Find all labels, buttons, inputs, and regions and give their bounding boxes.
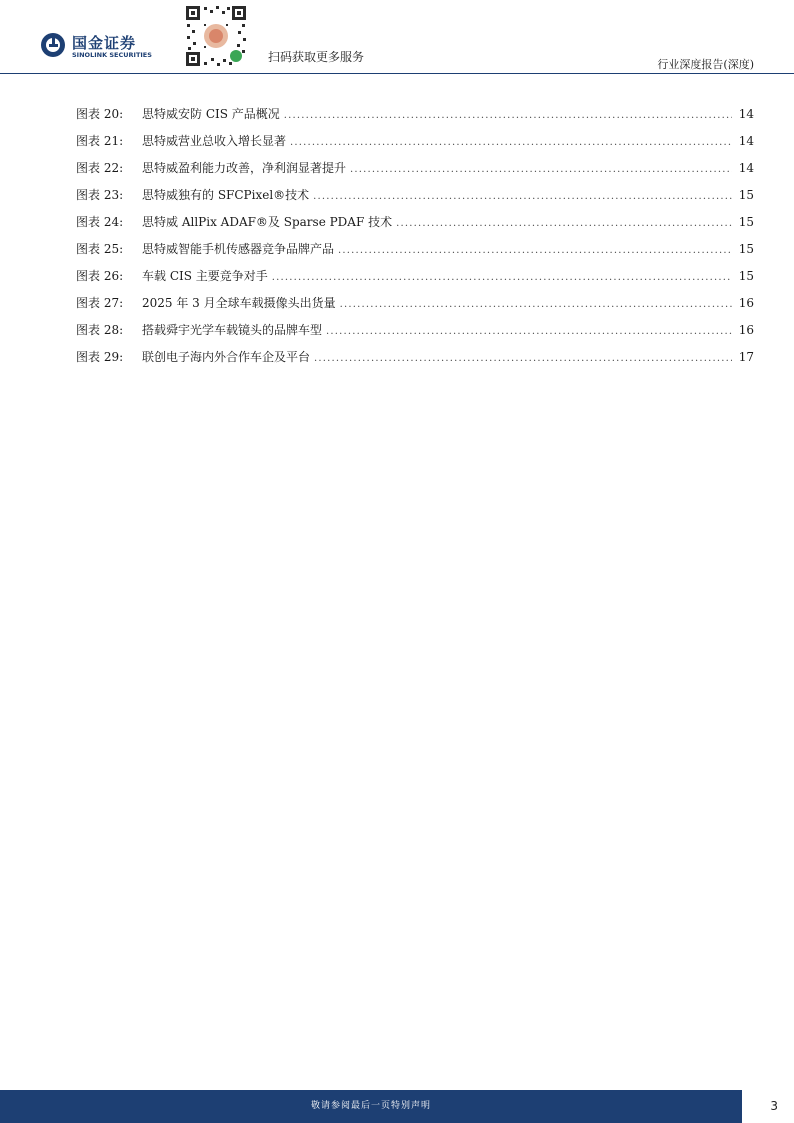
sinolink-logo-icon (40, 32, 66, 58)
toc-row[interactable] (76, 208, 754, 235)
toc-row[interactable] (76, 127, 754, 154)
company-logo (40, 30, 160, 64)
leader-dots (314, 350, 732, 364)
leader-dots (290, 134, 732, 148)
figure-title: 思特威独有的 SFCPixel®技术 (142, 188, 310, 202)
page-ref: 16 (738, 322, 754, 337)
toc-row[interactable] (76, 100, 754, 127)
report-type-label: 行业深度报告(深度) (657, 58, 754, 71)
leader-dots (313, 188, 732, 202)
page-number: 3 (770, 1099, 778, 1113)
scan-for-services-text: 扫码获取更多服务 (268, 50, 365, 64)
leader-dots (284, 107, 732, 121)
toc-row[interactable] (76, 289, 754, 316)
figure-label: 图表 21: (76, 134, 124, 148)
figure-title: 思特威智能手机传感器竞争品牌产品 (142, 242, 335, 256)
header-divider (0, 73, 794, 74)
toc-row[interactable] (76, 154, 754, 181)
leader-dots (272, 269, 732, 283)
toc-row[interactable] (76, 316, 754, 343)
page-ref: 14 (738, 133, 754, 148)
figure-label: 图表 29: (76, 350, 124, 364)
leader-dots (396, 215, 732, 229)
figure-label: 图表 26: (76, 269, 124, 283)
figure-label: 图表 22: (76, 161, 124, 175)
figure-title: 搭载舜宇光学车载镜头的品牌车型 (142, 323, 323, 337)
figure-label: 图表 24: (76, 215, 124, 229)
page-header (0, 0, 794, 76)
figure-label: 图表 27: (76, 296, 124, 310)
figure-title: 思特威营业总收入增长显著 (142, 134, 287, 148)
page-ref: 15 (738, 268, 754, 283)
page-ref: 14 (738, 106, 754, 121)
page-ref: 15 (738, 187, 754, 202)
figure-label: 图表 20: (76, 107, 124, 121)
toc-row[interactable] (76, 235, 754, 262)
figure-label: 图表 28: (76, 323, 124, 337)
toc-row[interactable] (76, 262, 754, 289)
page-ref: 14 (738, 160, 754, 175)
page-footer (0, 1090, 794, 1123)
page-ref: 16 (738, 295, 754, 310)
page-ref: 15 (738, 214, 754, 229)
disclaimer-link[interactable]: 敬请参阅最后一页特别声明 (310, 1101, 431, 1111)
figure-label: 图表 23: (76, 188, 124, 202)
toc-row[interactable] (76, 343, 754, 370)
logo-english-name: SINOLINK SECURITIES (72, 51, 152, 59)
page-ref: 17 (738, 349, 754, 364)
page-ref: 15 (738, 241, 754, 256)
figure-label: 图表 25: (76, 242, 124, 256)
figure-title: 思特威 AllPix ADAF®及 Sparse PDAF 技术 (142, 215, 393, 229)
toc-row[interactable] (76, 181, 754, 208)
figure-title: 思特威盈利能力改善，净利润显著提升 (142, 161, 347, 175)
leader-dots (338, 242, 732, 256)
leader-dots (326, 323, 732, 337)
qr-code-icon[interactable] (184, 4, 248, 68)
figure-title: 车载 CIS 主要竞争对手 (142, 269, 268, 283)
leader-dots (350, 161, 732, 175)
figure-title: 2025 年 3 月全球车载摄像头出货量 (142, 296, 336, 310)
logo-chinese-name: 国金证券 (72, 34, 137, 52)
figure-title: 思特威安防 CIS 产品概况 (142, 107, 280, 121)
figure-title: 联创电子海内外合作车企及平台 (142, 350, 311, 364)
figure-list (76, 100, 754, 370)
leader-dots (340, 296, 732, 310)
